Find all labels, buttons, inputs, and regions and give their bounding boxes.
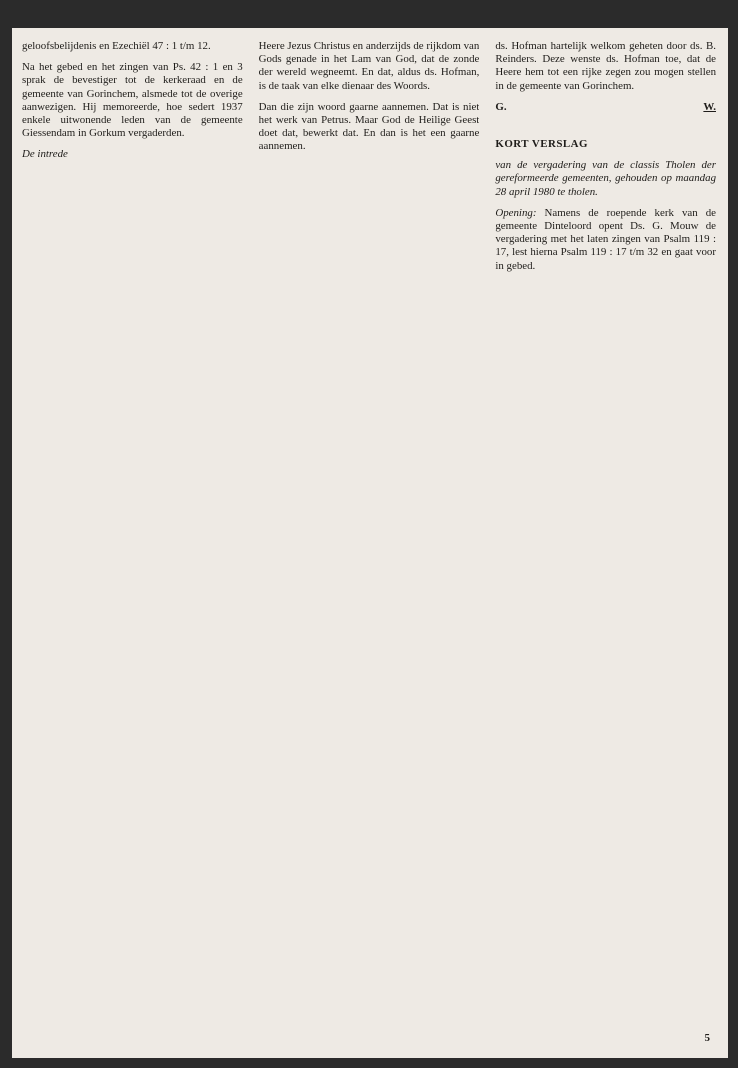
page-number: 5 xyxy=(704,1032,710,1044)
column-left xyxy=(22,40,243,1018)
article-signature xyxy=(495,101,716,114)
section-subtitle: van de vergadering van de classis Tholen der gereformeerde gemeenten, gehouden op maandag 28 april 1980 te tholen. xyxy=(495,159,717,198)
signature-initial-left: G. xyxy=(495,100,507,113)
opening-text: Namens de roepende kerk van de gemeente Dinteloord opent Ds. G. Mouw de vergadering met het laten zingen van Psalm 119 : 17, lest hierna Psalm 119 : 17 t/m 32 en gaat voor in gebed. xyxy=(495,206,717,272)
paragraph: geloofsbelijdenis en Ezechiël 47 : 1 t/m 12. xyxy=(22,40,211,52)
column-middle xyxy=(259,40,480,1018)
paragraph: ds. Hofman hartelijk welkom geheten door ds. B. Reinders. Deze wenste ds. Hofman toe, dat de Heere hem tot een rijke zegen zou mogen stellen in de gemeente van Gorinchem. xyxy=(495,40,717,92)
paragraph: Dan die zijn woord gaarne aannemen. Dat is niet het werk van Petrus. Maar God de Heilige Geest doet dat, bewerkt dat. En dan is het een gaarne aannemen. xyxy=(258,100,480,153)
column-right xyxy=(495,40,716,1018)
signature-initial-right: W. xyxy=(703,100,717,113)
opening-label: Opening: xyxy=(495,206,537,219)
paragraph-opening xyxy=(495,207,716,273)
section-heading-kort-verslag: KORT VERSLAG xyxy=(495,138,589,151)
paragraph: Na het gebed en het zingen van Ps. 42 : 1 en 3 sprak de bevestiger tot de kerkeraad en de gemeente van Gorinchem, alsmede tot de overige aanwezigen. Hij memoreerde, hoe sedert 1937 enkele uitwonende leden van de gemeente Giessendam in Gorkum vergaderden. xyxy=(22,61,243,140)
paragraph: Heere Jezus Christus en anderzijds de rijkdom van Gods genade in het Lam van God, dat de zonde der wereld wegneemt. En dat, aldus ds. Hofman, is de taak van elke dienaar des Woords. xyxy=(258,40,480,92)
newspaper-page xyxy=(12,28,728,1058)
section-heading-de-intrede: De intrede xyxy=(22,148,68,161)
text-columns xyxy=(22,40,716,1018)
